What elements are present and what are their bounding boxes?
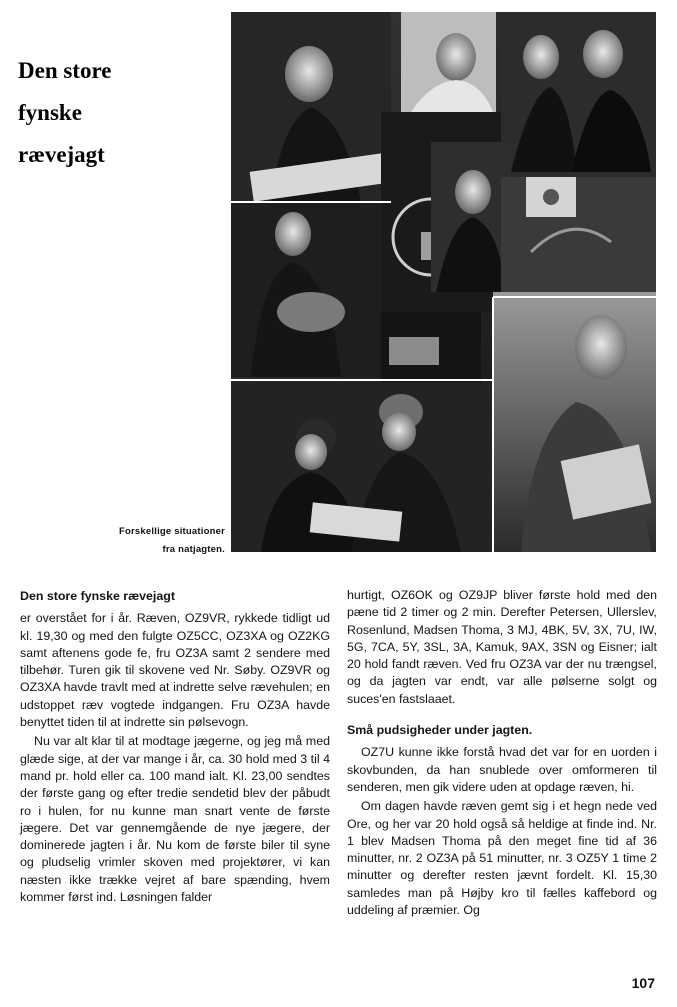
photo-collage-image [231, 12, 656, 552]
article-paragraph: OZ7U kunne ikke forstå hvad det var for en uorden i skovbunden, da han snublede over omformeren til senderen, men gik videre uden at opdage ræven, hi. [347, 745, 657, 794]
article-column-left [20, 588, 330, 908]
article-heading: Den store fynske rævejagt [20, 589, 175, 603]
photo-caption [60, 523, 225, 559]
article-subheading: Små pudsigheder under jagten. [347, 723, 533, 738]
article-headline [18, 50, 208, 176]
photo-collage-drawing [231, 12, 656, 552]
article-paragraph: Om dagen havde ræven gemt sig i et hegn nede ved Ore, og her var 20 hold også så heldige at finde ind. Nr. 1 blev Madsen Thoma på den meget fine tid af 36 minutter, nr. 2 OZ3A på 51 minutter, nr. 3 OZ5Y 1 time 2 minutter og derefter resten jævnt fordelt. Kl. 15,30 samledes man på Højby kro til fælles kaffebord og uddeling af præmier. Og [347, 799, 657, 918]
page-number: 107 [631, 975, 655, 991]
caption-line-1: Forskellige situationer [119, 526, 225, 537]
caption-line-2: fra natjagten. [162, 544, 225, 555]
article-paragraph: er overstået for i år. Ræven, OZ9VR, rykkede tidligt ud kl. 19,30 og med den fulgte OZ5CC, OZ3XA og OZ2KG samt aftenens gode fe, fru OZ3A samt 2 sendere med tilbehør. Turen gik til skovene ved Nr. Søby. OZ9VR og OZ3XA havde travlt med at indrette selve rævehulen; en udstoppet ræv vogtede indgangen. Fru OZ3A havde benyttet tiden til at indrette sin pølsevogn. [20, 611, 330, 730]
article-column-right [347, 587, 657, 921]
headline-line-1: Den store [18, 58, 112, 83]
article-paragraph: hurtigt, OZ6OK og OZ9JP bliver første hold med den pæne tid 2 timer og 2 min. Derefter Petersen, Ullerslev, Rosenlund, Madsen Thoma, 3 MJ, 4BK, 5V, 3X, 7U, IW, 5G, 7CA, 5Y, 3SL, 3A, Kamuk, 9AX, 3SN og Eisner; ialt 20 hold fandt ræven. Ved fru OZ3A var der nu trængsel, og da jagten var endt, var alle pølserne solgt og suces'en fastslaaet. [347, 588, 657, 706]
headline-line-2: fynske [18, 100, 82, 125]
headline-line-3: rævejagt [18, 142, 105, 167]
article-paragraph: Nu var alt klar til at modtage jægerne, og jeg må med glæde sige, at der var mange i år, ca. 30 hold med 3 til 4 mand pr. hold eller ca. 100 mand ialt. Kl. 23,00 sendtes der første gang og efter tredie sendetid blev der påbudt ro i hulen, for nu kunne man snart vente de første jægere. Det var gennemgående de nye jægere, der dominerede jagten i år. Nu kom de første biler til syne og pludselig vrimler skoven med projektører, vi kan næsten ikke trække vejret af bare spænding, hvem kommer først ind. Løsningen falder [20, 734, 330, 905]
